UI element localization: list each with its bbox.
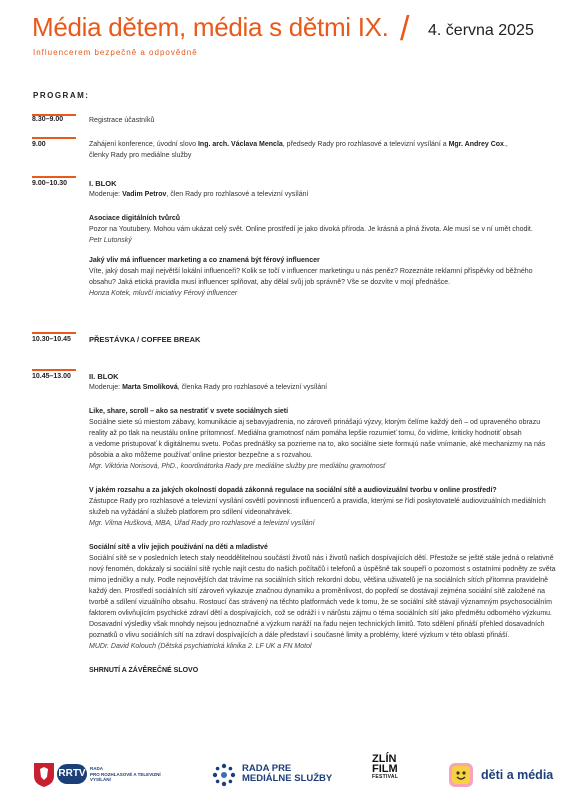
program-item bbox=[32, 369, 558, 674]
talk-title: V jakém rozsahu a za jakých okolností dopadá zákonná regulace na sociální sítě a audiovizuální tvorbu v online prostředí? bbox=[89, 487, 497, 494]
talk-title: Like, share, scroll – ako sa nestratiť v svete sociálnych sietí bbox=[89, 408, 289, 415]
talk-text: faktorem ovlivňujícím psychické zdraví dětí a dospívajících, což se odráží i v nárůstu zájmu o téma sociálních sítí jako předmětu odborného výzkumu. bbox=[89, 610, 552, 617]
talk-text: každý den. Prostředí sociálních sítí zároveň vykazuje značnou dynamiku a proměnlivost, do popředí se dostávají zejména sociální sítě založené na bbox=[89, 588, 546, 595]
title-slash: / bbox=[400, 10, 410, 48]
moderator-label: Moderuje: bbox=[89, 384, 123, 391]
time-divider bbox=[32, 176, 76, 178]
item-text: Registrace účastníků bbox=[89, 117, 155, 124]
zlin-text: ZLÍN bbox=[372, 753, 397, 765]
talk-speaker: Honza Kotek, mluvčí iniciativy Férový influencer bbox=[89, 290, 238, 297]
item-text: členky Rady pro mediálne služby bbox=[89, 152, 192, 159]
rrtv-logo bbox=[33, 758, 161, 794]
moderator-label: Moderuje: bbox=[89, 191, 123, 198]
speaker-name: Ing. arch. Václava Mencla bbox=[197, 141, 283, 148]
rms-text: MEDIÁLNE SLUŽBY bbox=[242, 773, 333, 784]
program-heading: PROGRAM: bbox=[33, 91, 90, 100]
program-item bbox=[32, 114, 558, 124]
program-item bbox=[32, 176, 558, 297]
talk-speaker: MUDr. David Kolouch (Dětská psychiatrická klinika 2. LF UK a FN Motol bbox=[89, 643, 312, 650]
item-text: Zahájení konference, úvodní slovo bbox=[89, 141, 198, 148]
talk-text: pôsobia a ako môžeme používať online priestor bezpečne a s rozvahou. bbox=[89, 452, 313, 459]
deti-a-media-logo bbox=[448, 762, 563, 790]
talk-text: a vedome pristupovať k digitálnemu svetu. Počas prednášky sa pozrieme na to, ako sociálne siete formujú naše vnímanie, aké mechanizmy na nás bbox=[89, 441, 546, 448]
zlin-film-festival-logo bbox=[372, 754, 412, 798]
talk-text: mimo jedničky a nuly. Podle nejnovějších dat trávíme na sociálních sítích rekordní dobu, většina uživatelů je na sociálních sítích přítomna pravidelně bbox=[89, 577, 548, 584]
deti-a-media-text: děti a média bbox=[481, 768, 554, 782]
czech-coat-of-arms-icon bbox=[33, 762, 55, 788]
item-time: 10.45–13.00 bbox=[32, 373, 71, 380]
event-date: 4. června 2025 bbox=[428, 22, 534, 39]
page-title: Média dětem, média s dětmi IX. bbox=[32, 12, 389, 42]
talk-speaker: Mgr. Vilma Hušková, MBA, Úřad Rady pro rozhlasové a televizní vysílání bbox=[89, 520, 315, 527]
rrtv-text: VYSÍLÁNÍ bbox=[90, 777, 111, 782]
talk-text: obsahu? Jaká etická pravidla musí influencer splňovat, aby dělal svůj job správně? Vše se dozvíte v mojí přednášce. bbox=[89, 279, 451, 286]
talk-text: Zástupce Rady pro rozhlasové a televizní vysílání osvětlí povinnosti influencerů a pravidla, kterými se řídí poskytovatelé audiovizuálních mediálních bbox=[89, 498, 546, 505]
talk-title: Jaký vliv má influencer marketing a co znamená být férový influencer bbox=[89, 257, 320, 264]
time-divider bbox=[32, 369, 76, 371]
speaker-name: Mgr. Andrey Cox bbox=[448, 141, 504, 148]
item-time: 8.30–9.00 bbox=[32, 116, 64, 123]
moderator-role: , členka Rady pro rozhlasové a televizní vysílání bbox=[177, 384, 328, 391]
sponsor-logos bbox=[0, 752, 588, 802]
smiley-face-icon bbox=[448, 762, 474, 788]
talk-text: Pozor na Youtubery. Mohou vám ukázat celý svět. Online prostředí je jako divoká příroda. Je krásná a plná života. Ale musí se v ní umět chodit. bbox=[89, 226, 533, 233]
talk-text: Sociální sítě se v posledních letech staly neoddělitelnou součástí životů nás i životů našich dospívajících dětí. Přestože se ještě stále jedná o relativně bbox=[89, 555, 554, 562]
rrtv-text: PRO ROZHLASOVÉ A TELEVIZNÍ bbox=[90, 771, 161, 777]
block-title: II. BLOK bbox=[89, 372, 119, 381]
item-time: 9.00 bbox=[32, 141, 46, 148]
talk-text: Dosavadní výsledky však mnohdy nejsou jednoznačné a výzkum naráží na řadu nejen technických limitů. Toto sdělení přináší přehled dosavadních bbox=[89, 621, 545, 628]
block-title: I. BLOK bbox=[89, 179, 117, 188]
zlin-text: FESTIVAL bbox=[372, 774, 399, 780]
rada-pre-medialne-sluzby-logo bbox=[212, 762, 342, 792]
talk-text: Víte, jaký dosah mají největší lokální influenceři? Kolik se točí v influencer marketingu u nás peněz? Rozeznáte reklamní příspěvky od běžného bbox=[89, 268, 533, 275]
rrtv-badge: RRTV bbox=[57, 764, 87, 784]
program-item bbox=[32, 137, 558, 159]
talk-text: tvorbě a sdílení vizuálního obsahu. Rostoucí čas strávený na těchto platformách vede k tomu, že se sociální sítě stávají významným psychosociálním bbox=[89, 599, 553, 606]
moderator-role: , člen Rady pro rozhlasové a televizní vysílání bbox=[166, 191, 309, 198]
closing-title: SHRNUTÍ A ZÁVĚREČNÉ SLOVO bbox=[89, 667, 199, 674]
break-title: PŘESTÁVKA / COFFEE BREAK bbox=[89, 335, 201, 344]
talk-title: Sociální sítě a vliv jejich používání na děti a mladistvé bbox=[89, 544, 268, 551]
talk-speaker: Mgr. Viktória Norisová, PhD., koordinátorka Rady pre mediálne služby pre mediálnu gramotnosť bbox=[89, 463, 386, 470]
item-text: , předsedy Rady pro rozhlasové a televizní vysílání a bbox=[282, 141, 449, 148]
rrtv-text: RADA bbox=[90, 766, 103, 771]
talk-text: reality až po tlak na neustálu online prítomnosť. Mediálna gramotnosť nám pomáha lepšie rozumieť tomu, čo vidíme, kriticky hodnotiť obsah bbox=[89, 430, 522, 437]
talk-title: Asociace digitálních tvůrců bbox=[89, 215, 181, 222]
program-item bbox=[32, 332, 558, 344]
item-text: ., bbox=[503, 141, 508, 148]
time-divider bbox=[32, 137, 76, 139]
page-subtitle: Influencerem bezpečně a odpovědně bbox=[33, 48, 198, 57]
rms-text: RADA PRE bbox=[242, 763, 292, 774]
moderator-name: Marta Smolíková bbox=[122, 384, 178, 391]
time-divider bbox=[32, 332, 76, 334]
talk-text: nový fenomén, dokázaly si sociální sítě rychle najít cestu do našich počítačů i telefonů a úspěšně tak soupeří o pozornost s ostatními podněty ze světa bbox=[89, 566, 556, 573]
item-time: 9.00–10.30 bbox=[32, 180, 68, 187]
talk-text: Sociálne siete sú miestom zábavy, komunikácie aj sebavyjadrenia, no zároveň prinášajú výzvy, ktorým čelíme každý deň – od upraveného obrazu bbox=[89, 419, 541, 426]
talk-speaker: Petr Lutonský bbox=[89, 237, 132, 244]
talk-text: poznatků o vlivu sociálních sítí na zdraví dospívajících a dále představí i současné limity a problémy, které výzkum v této oblasti přináší. bbox=[89, 632, 510, 639]
moderator-name: Vadim Petrov bbox=[122, 191, 167, 198]
item-time: 10.30–10.45 bbox=[32, 336, 71, 343]
talk-text: služeb na vyžádání a služeb platforem pro sdílení videonahrávek. bbox=[89, 509, 293, 516]
zlin-text: FILM bbox=[372, 763, 398, 775]
star-emblem-icon bbox=[212, 763, 236, 787]
